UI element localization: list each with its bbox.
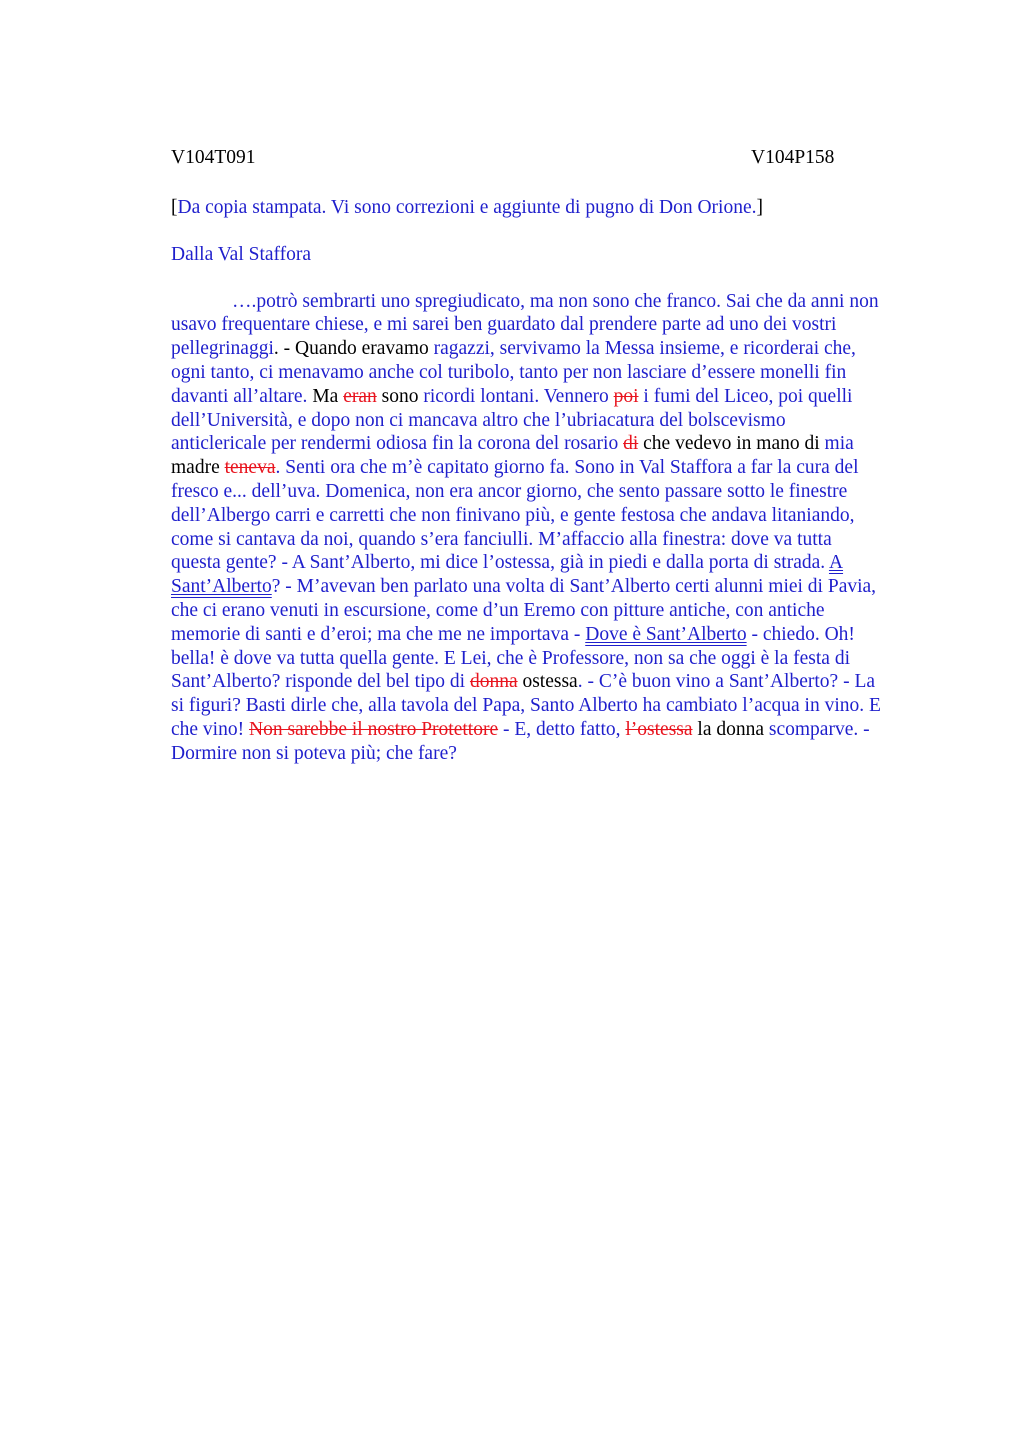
original-text: i fumi del Liceo, poi quelli [638, 385, 853, 407]
text-line [171, 670, 931, 694]
text-line [171, 742, 931, 766]
added-text: . - Quando eravamo [273, 338, 434, 360]
added-text: che vedevo in mano di [638, 433, 825, 455]
original-text: che ci erano venuti in escursione, come d’un Eremo con pitture antiche, con antiche [171, 599, 825, 621]
added-text: Ma [312, 385, 344, 407]
text-line [171, 647, 931, 671]
original-text: . - C’è buon vino a Sant’Alberto? - La [577, 671, 876, 693]
original-text: Sant’Alberto? risponde del bel tipo di [171, 671, 470, 693]
original-text: - E, detto fatto, [498, 718, 626, 740]
original-text: - chiedo. Oh! [746, 623, 855, 645]
text-line [171, 313, 931, 337]
deleted-text: Non sarebbe il nostro Protettore [248, 718, 499, 740]
text-line [171, 718, 931, 742]
original-text: bella! è dove va tutta quella gente. E Lei, che è Professore, non sa che oggi è la festa di [171, 647, 850, 669]
deleted-text: di [623, 433, 639, 455]
original-text: ogni tanto, ci menavamo anche col turibolo, tanto per non lasciare d’essere monelli fin [171, 361, 847, 383]
original-text: ….potrò sembrarti uno spregiudicato, ma non sono che franco. Sai che da anni non [232, 290, 879, 312]
document-header [171, 146, 931, 170]
text-line [171, 480, 931, 504]
text-line [171, 599, 931, 623]
text-line [171, 456, 931, 480]
original-text: ricordi lontani. Vennero [423, 385, 614, 407]
original-text: Dormire non si poteva più; che fare? [171, 742, 457, 764]
original-text: che vino! [171, 718, 249, 740]
underlined-text: Dove è Sant’Alberto [585, 623, 747, 645]
document-body [171, 290, 931, 766]
original-text: questa gente? - A Sant’Alberto, mi dice l’ostessa, già in piedi e dalla porta di strada. [171, 552, 829, 574]
original-text: pellegrinaggi [171, 338, 274, 360]
text-line [171, 337, 931, 361]
text-line [171, 409, 931, 433]
original-text: memorie di santi e d’eroi; ma che me ne importava - [171, 623, 586, 645]
original-text: usavo frequentare chiese, e mi sarei ben guardato dal prendere parte ad uno dei vostri [171, 314, 837, 336]
original-text: dell’Università, e dopo non ci mancava altro che l’ubriacatura del bolscevismo [171, 409, 786, 431]
original-text: si figuri? Basti dirle che, alla tavola del Papa, Santo Alberto ha cambiato l’acqua in vino. E [171, 695, 881, 717]
document-code-left: V104T091 [171, 147, 256, 168]
deleted-text: teneva [224, 457, 276, 479]
added-text: la donna [692, 718, 769, 740]
original-text: ragazzi, servivamo la Messa insieme, e ricorderai che, [433, 338, 856, 360]
text-line [171, 432, 931, 456]
added-text: madre [171, 457, 225, 479]
text-line [171, 504, 931, 528]
text-line [171, 290, 931, 314]
document-page [171, 146, 931, 766]
underlined-text: Sant’Alberto [171, 576, 272, 598]
text-line [171, 528, 931, 552]
text-line [171, 694, 931, 718]
text-line [171, 551, 931, 575]
original-text: anticlericale per rendermi odiosa fin la corona del rosario [171, 433, 624, 455]
document-code-right: V104P158 [751, 147, 835, 168]
original-text: . Senti ora che m’è capitato giorno fa. Sono in Val Staffora a far la cura del [275, 457, 859, 479]
original-text: dell’Albergo carri e carretti che non finivano più, e gente festosa che andava litaniando, [171, 504, 855, 526]
text-line [171, 385, 931, 409]
original-text: scomparve. - [768, 718, 870, 740]
underlined-text: A [828, 552, 844, 574]
text-line [171, 361, 931, 385]
editorial-bracket-close: ] [756, 197, 763, 218]
added-text: sono [376, 385, 424, 407]
original-text: mia [824, 433, 854, 455]
original-text: davanti all’altare. [171, 385, 313, 407]
text-line [171, 623, 931, 647]
deleted-text: eran [343, 385, 377, 407]
original-text: come si cantava da noi, quando s’era fanciulli. M’affaccio alla finestra: dove va tutta [171, 528, 832, 550]
original-text: ? - M’avevan ben parlato una volta di Sant’Alberto certi alunni miei di Pavia, [271, 576, 877, 598]
original-text: fresco e... dell’uva. Domenica, non era ancor giorno, che sento passare sotto le finestre [171, 480, 848, 502]
deleted-text: l’ostessa [625, 718, 693, 740]
text-line [171, 575, 931, 599]
deleted-text: poi [613, 385, 639, 407]
editorial-bracket-open: [ [171, 197, 178, 218]
editorial-note-text: Da copia stampata. Vi sono correzioni e aggiunte di pugno di Don Orione. [177, 197, 757, 218]
added-text: ostessa [517, 671, 578, 693]
editorial-note [171, 196, 931, 220]
deleted-text: donna [469, 671, 518, 693]
document-title: Dalla Val Staffora [171, 243, 312, 265]
